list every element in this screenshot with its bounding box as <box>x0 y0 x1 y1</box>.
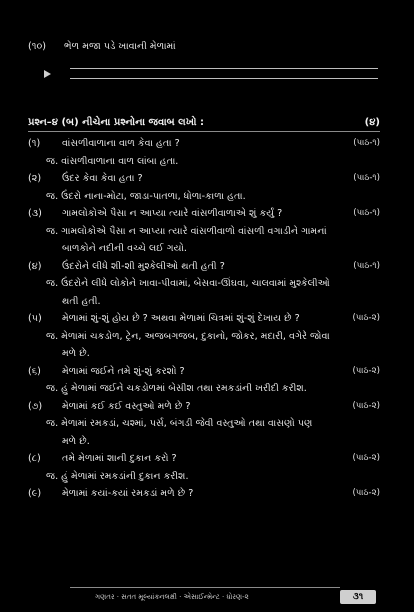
answer-text: જ. ઉંદરોને લીધે લોકોને ખાવા-પીવામાં, બેસવા-ઊંઘવા, ચાલવામાં મુશ્કેલીઓ <box>46 278 330 289</box>
lesson-reference: (પાઠ-૨) <box>352 488 380 498</box>
question-text: ઉંદર કેવા કેવા હતા ? <box>62 173 143 184</box>
lesson-reference: (પાઠ-૧) <box>353 260 380 271</box>
answer-text: જ. ગામલોકોએ પૈસા ન આપ્યા ત્યારે વાંસળીવાળો વાંસળી વગાડીને ગામનાં <box>46 225 327 237</box>
footer-text: ગણતર · સતત મૂલ્યાંકનલક્ષી · એસાઈન્મેન્ટ · ધોરણ-૨ <box>95 593 249 601</box>
page-footer <box>0 590 414 604</box>
top-question-text: ભેળ મજા પડે ખાવાની મેળામાં <box>64 41 176 52</box>
answer-line <box>70 68 378 69</box>
answer-text: થતી હતી. <box>62 295 101 307</box>
question-text: મેળામાં કઈ કઈ વસ્તુઓ મળે છે ? <box>62 400 191 412</box>
answer-arrow-icon <box>44 70 51 78</box>
question-text: મેળામાં કયાં-કયાં રમકડાં મળે છે ? <box>62 488 194 499</box>
lesson-reference: (પાઠ-૧) <box>353 173 380 183</box>
question-number: (૨) <box>28 173 42 184</box>
section-marks: (૪) <box>364 117 380 128</box>
answer-text: જ. મેળામાં રમકડાં, ચશ્માં, પર્સ, બંગડી જેવી વસ્તુઓ તથા વાસણો પણ <box>46 418 313 429</box>
lesson-reference: (પાઠ-૨) <box>352 365 380 376</box>
answer-text: બાળકોને નદીની વચ્ચે લઈ ગયો. <box>62 243 187 254</box>
question-text: તમે મેળામાં શાની દુકાન કરો ? <box>62 453 177 464</box>
lesson-reference: (પાઠ-૨) <box>352 313 380 323</box>
question-text: ગામલોકોએ પૈસા ન આપ્યા ત્યારે વાંસળીવાળાએ શું કર્યું ? <box>62 208 283 219</box>
question-number: (૭) <box>28 400 43 412</box>
answer-text: જ. મેળામાં ચકડોળ, ટ્રેન, અજબગજબ, દુકાનો, જોકર, મદારી, વગેરે જોવા <box>46 330 330 342</box>
section-divider <box>28 131 380 132</box>
answer-text: જ. વાંસળીવાળાના વાળ લાંબા હતા. <box>46 155 179 167</box>
answer-text: મળે છે. <box>62 348 90 359</box>
question-number: (૩) <box>28 208 42 219</box>
answer-text: મળે છે. <box>62 435 90 447</box>
question-text: મેળામાં જઈને તમે શું-શું કરશો ? <box>62 365 185 377</box>
question-number: (૮) <box>28 453 41 464</box>
question-number: (૯) <box>28 488 42 499</box>
question-text: ઉંદરોને લીધે શી-શી મુશ્કેલીઓ થતી હતી ? <box>62 260 225 272</box>
lesson-reference: (પાઠ-૨) <box>352 400 380 411</box>
top-question-number: (૧૦) <box>28 41 46 52</box>
question-number: (૬) <box>28 365 41 377</box>
question-text: મેળામાં શું-શું હોય છે ? અથવા મેળામાં ચિત્રમાં શું-શું દેખાય છે ? <box>62 313 300 324</box>
answer-text: જ. હું મેળામાં જઈને ચકડોળમાં બેસીશ તથા રમકડાંની ખરીદી કરીશ. <box>46 383 307 394</box>
answer-text: જ. ઉંદરો નાના-મોટા, જાડા-પાતળા, ધોળા-કાળા હતા. <box>46 190 246 202</box>
page-number: ૩૧ <box>340 590 376 604</box>
question-number: (૫) <box>28 313 42 324</box>
question-text: વાંસળીવાળાના વાળ કેવા હતા ? <box>62 138 180 149</box>
lesson-reference: (પાઠ-૧) <box>353 208 380 218</box>
lesson-reference: (પાઠ-૧) <box>353 138 380 148</box>
question-number: (૪) <box>28 260 42 272</box>
lesson-reference: (પાઠ-૨) <box>352 453 380 463</box>
answer-text: જ. હું મેળામાં રમકડાંની દુકાન કરીશ. <box>46 470 189 482</box>
section-heading: પ્રશ્ન–૪ (બ) નીચેના પ્રશ્નોના જવાબ લખો : <box>28 117 204 128</box>
footer-divider <box>70 587 340 588</box>
answer-line <box>70 78 378 79</box>
question-number: (૧) <box>28 138 41 149</box>
